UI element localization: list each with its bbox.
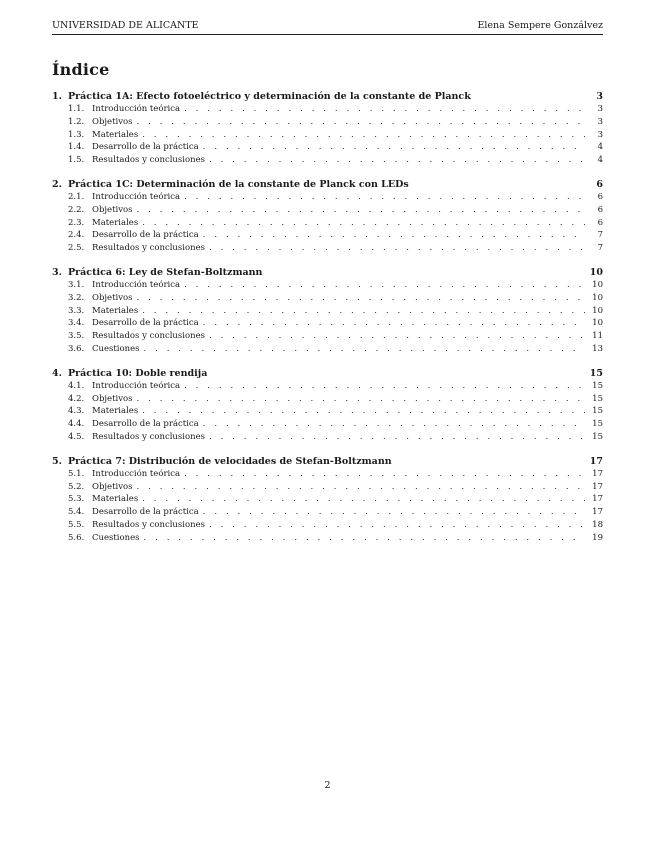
toc-dot-leader bbox=[209, 330, 585, 343]
toc-subsection-page: 10 bbox=[592, 318, 603, 329]
toc-section-number: 1. bbox=[52, 91, 62, 102]
toc-subsection-entry[interactable] bbox=[52, 519, 603, 532]
toc-subsection-number: 3.5. bbox=[68, 331, 85, 342]
toc-dot-leader bbox=[203, 506, 585, 519]
toc-subsection-title: Cuestiones bbox=[92, 532, 140, 543]
toc-section-title: Práctica 7: Distribución de velocidades de Stefan-Boltzmann bbox=[68, 455, 392, 467]
toc-dot-leader bbox=[203, 418, 585, 431]
toc-subsection-title: Desarrollo de la práctica bbox=[92, 419, 199, 430]
table-of-contents bbox=[52, 90, 603, 556]
toc-subsection-title: Objetivos bbox=[92, 204, 133, 215]
toc-subsection-number: 1.1. bbox=[68, 104, 85, 114]
toc-subsection-page: 7 bbox=[597, 243, 603, 254]
toc-subsection-entry[interactable] bbox=[52, 141, 603, 154]
toc-subsection-list bbox=[52, 191, 603, 255]
toc-subsection-page: 11 bbox=[592, 331, 603, 342]
toc-dot-leader bbox=[184, 468, 585, 481]
toc-dot-leader bbox=[142, 129, 585, 142]
toc-subsection-page: 18 bbox=[592, 519, 603, 530]
toc-section-entry[interactable] bbox=[52, 455, 603, 468]
toc-subsection-entry[interactable] bbox=[52, 506, 603, 519]
toc-subsection-page: 17 bbox=[592, 507, 603, 518]
toc-dot-leader bbox=[203, 317, 585, 330]
toc-subsection-page: 17 bbox=[592, 494, 603, 505]
toc-section-number: 4. bbox=[52, 367, 62, 379]
toc-section-title: Práctica 1C: Determinación de la constante de Planck con LEDs bbox=[68, 178, 409, 190]
toc-section bbox=[52, 455, 603, 545]
toc-subsection-page: 7 bbox=[597, 230, 603, 241]
toc-subsection-title: Resultados y conclusiones bbox=[92, 331, 205, 342]
toc-subsection-number: 1.2. bbox=[68, 116, 85, 127]
toc-dot-leader bbox=[137, 481, 586, 494]
toc-subsection-entry[interactable] bbox=[52, 279, 603, 292]
toc-subsection-list bbox=[52, 380, 603, 444]
toc-section bbox=[52, 266, 603, 356]
toc-subsection-entry[interactable] bbox=[52, 330, 603, 343]
toc-section-title: Práctica 6: Ley de Stefan-Boltzmann bbox=[68, 266, 263, 278]
toc-subsection-number: 3.3. bbox=[68, 305, 85, 316]
toc-subsection-entry[interactable] bbox=[52, 418, 603, 431]
toc-subsection-number: 2.2. bbox=[68, 204, 85, 215]
toc-subsection-number: 1.5. bbox=[68, 155, 85, 166]
toc-dot-leader bbox=[209, 242, 585, 255]
toc-subsection-number: 4.3. bbox=[68, 406, 85, 417]
toc-subsection-entry[interactable] bbox=[52, 229, 603, 242]
toc-subsection-entry[interactable] bbox=[52, 431, 603, 444]
toc-dot-leader bbox=[184, 103, 585, 116]
toc-subsection-title: Objetivos bbox=[92, 292, 133, 303]
toc-section-number: 2. bbox=[52, 178, 62, 190]
toc-subsection-entry[interactable] bbox=[52, 217, 603, 230]
toc-subsection-title: Materiales bbox=[92, 305, 139, 316]
toc-section bbox=[52, 367, 603, 444]
toc-subsection-title: Desarrollo de la práctica bbox=[92, 507, 199, 518]
toc-subsection-entry[interactable] bbox=[52, 393, 603, 406]
toc-subsection-title: Desarrollo de la práctica bbox=[92, 318, 199, 329]
header-institution: UNIVERSIDAD DE ALICANTE bbox=[52, 20, 199, 31]
toc-dot-leader bbox=[142, 405, 585, 418]
toc-subsection-title: Introducción teórica bbox=[92, 104, 181, 114]
page-title: Índice bbox=[52, 60, 110, 79]
toc-subsection-title: Resultados y conclusiones bbox=[92, 243, 205, 254]
toc-section-page: 3 bbox=[596, 91, 603, 102]
toc-section-number: 3. bbox=[52, 266, 62, 278]
toc-dot-leader bbox=[184, 279, 585, 292]
toc-subsection-entry[interactable] bbox=[52, 305, 603, 318]
toc-subsection-title: Resultados y conclusiones bbox=[92, 155, 205, 166]
toc-subsection-page: 17 bbox=[592, 468, 603, 479]
toc-dot-leader bbox=[137, 393, 586, 406]
toc-subsection-entry[interactable] bbox=[52, 103, 603, 116]
toc-dot-leader bbox=[209, 519, 585, 532]
toc-subsection-title: Objetivos bbox=[92, 393, 133, 404]
toc-subsection-entry[interactable] bbox=[52, 532, 603, 545]
toc-subsection-number: 1.4. bbox=[68, 142, 85, 153]
toc-dot-leader bbox=[203, 229, 585, 242]
toc-subsection-number: 2.4. bbox=[68, 230, 85, 241]
toc-subsection-title: Desarrollo de la práctica bbox=[92, 230, 199, 241]
toc-dot-leader bbox=[142, 217, 585, 230]
toc-section-page: 10 bbox=[589, 266, 603, 278]
toc-subsection-entry[interactable] bbox=[52, 380, 603, 393]
toc-subsection-number: 4.2. bbox=[68, 393, 85, 404]
toc-subsection-number: 3.6. bbox=[68, 343, 85, 354]
page-footer bbox=[0, 780, 655, 791]
toc-subsection-page: 17 bbox=[592, 481, 603, 492]
toc-subsection-title: Materiales bbox=[92, 129, 139, 140]
toc-subsection-page: 10 bbox=[592, 279, 603, 290]
toc-subsection-number: 4.1. bbox=[68, 380, 85, 391]
toc-dot-leader bbox=[142, 305, 585, 318]
toc-section-number: 5. bbox=[52, 455, 62, 467]
toc-subsection-number: 2.5. bbox=[68, 243, 85, 254]
toc-subsection-number: 5.1. bbox=[68, 468, 85, 479]
toc-dot-leader bbox=[184, 380, 585, 393]
toc-subsection-title: Desarrollo de la práctica bbox=[92, 142, 199, 153]
toc-subsection-title: Objetivos bbox=[92, 116, 133, 127]
toc-subsection-page: 10 bbox=[592, 305, 603, 316]
toc-section-entry[interactable] bbox=[52, 90, 603, 103]
toc-subsection-number: 4.5. bbox=[68, 431, 85, 442]
toc-subsection-page: 4 bbox=[597, 142, 603, 153]
toc-dot-leader bbox=[142, 493, 585, 506]
toc-subsection-page: 3 bbox=[597, 104, 603, 114]
toc-subsection-page: 15 bbox=[592, 419, 603, 430]
running-header bbox=[52, 20, 603, 35]
toc-subsection-page: 15 bbox=[592, 406, 603, 417]
toc-subsection-page: 15 bbox=[592, 380, 603, 391]
toc-section-title: Práctica 1A: Efecto fotoeléctrico y determinación de la constante de Planck bbox=[68, 91, 471, 102]
toc-section bbox=[52, 178, 603, 255]
toc-subsection-page: 6 bbox=[597, 191, 603, 202]
toc-subsection-title: Resultados y conclusiones bbox=[92, 431, 205, 442]
toc-subsection-page: 15 bbox=[592, 431, 603, 442]
toc-section-page: 6 bbox=[596, 178, 603, 190]
toc-subsection-number: 5.6. bbox=[68, 532, 85, 543]
toc-subsection-title: Materiales bbox=[92, 494, 139, 505]
toc-subsection-page: 19 bbox=[592, 532, 603, 543]
toc-subsection-page: 6 bbox=[597, 204, 603, 215]
toc-section-title: Práctica 10: Doble rendija bbox=[68, 367, 208, 379]
toc-subsection-entry[interactable] bbox=[52, 129, 603, 142]
toc-subsection-list bbox=[52, 103, 603, 167]
toc-subsection-page: 4 bbox=[597, 155, 603, 166]
toc-subsection-entry[interactable] bbox=[52, 481, 603, 494]
toc-dot-leader bbox=[144, 343, 586, 356]
toc-section bbox=[52, 90, 603, 167]
toc-subsection-number: 2.1. bbox=[68, 191, 85, 202]
toc-dot-leader bbox=[137, 292, 586, 305]
toc-section-page: 17 bbox=[589, 455, 603, 467]
toc-subsection-entry[interactable] bbox=[52, 116, 603, 129]
toc-subsection-title: Introducción teórica bbox=[92, 468, 181, 479]
toc-subsection-entry[interactable] bbox=[52, 154, 603, 167]
toc-section-entry[interactable] bbox=[52, 266, 603, 279]
toc-subsection-number: 3.1. bbox=[68, 279, 85, 290]
toc-subsection-number: 5.3. bbox=[68, 494, 85, 505]
toc-subsection-title: Introducción teórica bbox=[92, 191, 181, 202]
page-number: 2 bbox=[324, 780, 331, 791]
toc-subsection-entry[interactable] bbox=[52, 292, 603, 305]
toc-subsection-title: Objetivos bbox=[92, 481, 133, 492]
toc-subsection-list bbox=[52, 468, 603, 545]
toc-subsection-page: 10 bbox=[592, 292, 603, 303]
toc-subsection-page: 3 bbox=[597, 129, 603, 140]
toc-subsection-page: 3 bbox=[597, 116, 603, 127]
toc-subsection-number: 5.5. bbox=[68, 519, 85, 530]
toc-dot-leader bbox=[137, 116, 586, 129]
toc-dot-leader bbox=[209, 154, 585, 167]
toc-subsection-entry[interactable] bbox=[52, 204, 603, 217]
toc-dot-leader bbox=[137, 204, 586, 217]
toc-subsection-title: Introducción teórica bbox=[92, 380, 181, 391]
toc-section-entry[interactable] bbox=[52, 367, 603, 380]
toc-subsection-title: Materiales bbox=[92, 406, 139, 417]
toc-subsection-entry[interactable] bbox=[52, 493, 603, 506]
toc-dot-leader bbox=[144, 532, 586, 545]
toc-section-page: 15 bbox=[589, 367, 603, 379]
toc-subsection-number: 4.4. bbox=[68, 419, 85, 430]
header-author: Elena Sempere Gonzálvez bbox=[477, 20, 603, 31]
toc-dot-leader bbox=[184, 191, 585, 204]
toc-subsection-entry[interactable] bbox=[52, 242, 603, 255]
toc-subsection-entry[interactable] bbox=[52, 343, 603, 356]
toc-section-entry[interactable] bbox=[52, 178, 603, 191]
toc-subsection-number: 3.2. bbox=[68, 292, 85, 303]
toc-subsection-number: 1.3. bbox=[68, 129, 85, 140]
toc-subsection-page: 6 bbox=[597, 217, 603, 228]
toc-subsection-page: 13 bbox=[592, 343, 603, 354]
toc-subsection-title: Materiales bbox=[92, 217, 139, 228]
toc-subsection-number: 5.2. bbox=[68, 481, 85, 492]
toc-subsection-entry[interactable] bbox=[52, 191, 603, 204]
toc-subsection-number: 2.3. bbox=[68, 217, 85, 228]
toc-subsection-number: 3.4. bbox=[68, 318, 85, 329]
toc-subsection-list bbox=[52, 279, 603, 356]
toc-subsection-entry[interactable] bbox=[52, 317, 603, 330]
toc-subsection-number: 5.4. bbox=[68, 507, 85, 518]
toc-dot-leader bbox=[203, 141, 585, 154]
toc-dot-leader bbox=[209, 431, 585, 444]
toc-subsection-title: Cuestiones bbox=[92, 343, 140, 354]
toc-subsection-title: Introducción teórica bbox=[92, 279, 181, 290]
toc-subsection-page: 15 bbox=[592, 393, 603, 404]
toc-subsection-title: Resultados y conclusiones bbox=[92, 519, 205, 530]
toc-subsection-entry[interactable] bbox=[52, 405, 603, 418]
toc-subsection-entry[interactable] bbox=[52, 468, 603, 481]
